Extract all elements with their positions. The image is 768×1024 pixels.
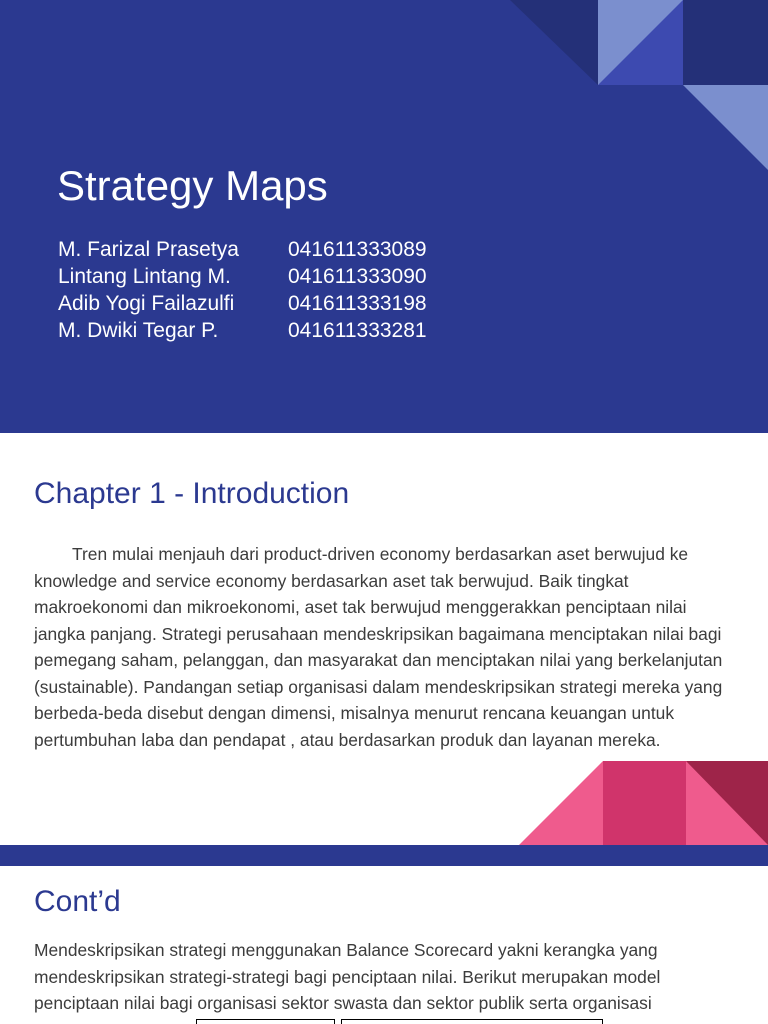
deco-pink-triangle-left	[519, 761, 603, 845]
chapter-heading: Chapter 1 - Introduction	[34, 477, 350, 510]
member-name: M. Dwiki Tegar P.	[58, 319, 219, 342]
deco-magenta-square	[603, 761, 686, 845]
corner-decoration-bottom-right	[519, 761, 768, 845]
presentation-title: Strategy Maps	[57, 162, 328, 209]
member-id: 041611333281	[288, 319, 427, 342]
introduction-paragraph: Tren mulai menjauh dari product-driven economy berdasarkan aset berwujud ke knowledge and service economy berdasarkan aset tak berwujud. Baik tingkat makroekonomi dan mikroekonomi, aset tak berwujud menggerakkan penciptaan nilai jangka panjang. Strategi perusahaan mendeskripsikan bagaimana menciptakan nilai bagi pemegang saham, pelanggan, dan masyarakat dan menciptakan nilai yang berkelanjutan (sustainable). Pandangan setiap organisasi dalam mendeskripsikan strategi mereka yang berbeda-beda disebut dengan dimensi, misalnya menurut rencana keuangan untuk pertumbuhan laba dan pendapat , atau berdasarkan produk dan layanan mereka.	[34, 544, 723, 750]
member-name: M. Farizal Prasetya	[58, 238, 239, 261]
deco-periwinkle-triangle-lower	[683, 85, 768, 170]
diagram-table-edge-left	[196, 1019, 335, 1024]
member-id: 041611333089	[288, 238, 427, 261]
deco-dark-square	[683, 0, 768, 85]
continued-paragraph: Mendeskripsikan strategi menggunakan Balance Scorecard yakni kerangka yang mendeskripsikan strategi-strategi bagi penciptaan nilai. Berikut merupakan model penciptaan nilai bagi organisasi sektor swasta dan sektor publik serta organisasi	[34, 940, 661, 1013]
diagram-table-edge-right	[341, 1019, 603, 1024]
member-id: 041611333198	[288, 292, 427, 315]
member-row	[58, 317, 427, 344]
continued-slide	[0, 866, 768, 1024]
slide-separator-band	[0, 845, 768, 866]
member-list	[58, 236, 427, 344]
introduction-slide	[0, 433, 768, 845]
member-row	[58, 290, 427, 317]
title-slide	[0, 0, 768, 433]
member-id: 041611333090	[288, 265, 427, 288]
deco-dark-triangle-left	[510, 0, 598, 85]
member-name: Adib Yogi Failazulfi	[58, 292, 235, 315]
corner-decoration-top-right	[510, 0, 768, 170]
continued-heading: Cont’d	[34, 885, 121, 918]
member-name: Lintang Lintang M.	[58, 265, 231, 288]
member-row	[58, 263, 427, 290]
member-row	[58, 236, 427, 263]
